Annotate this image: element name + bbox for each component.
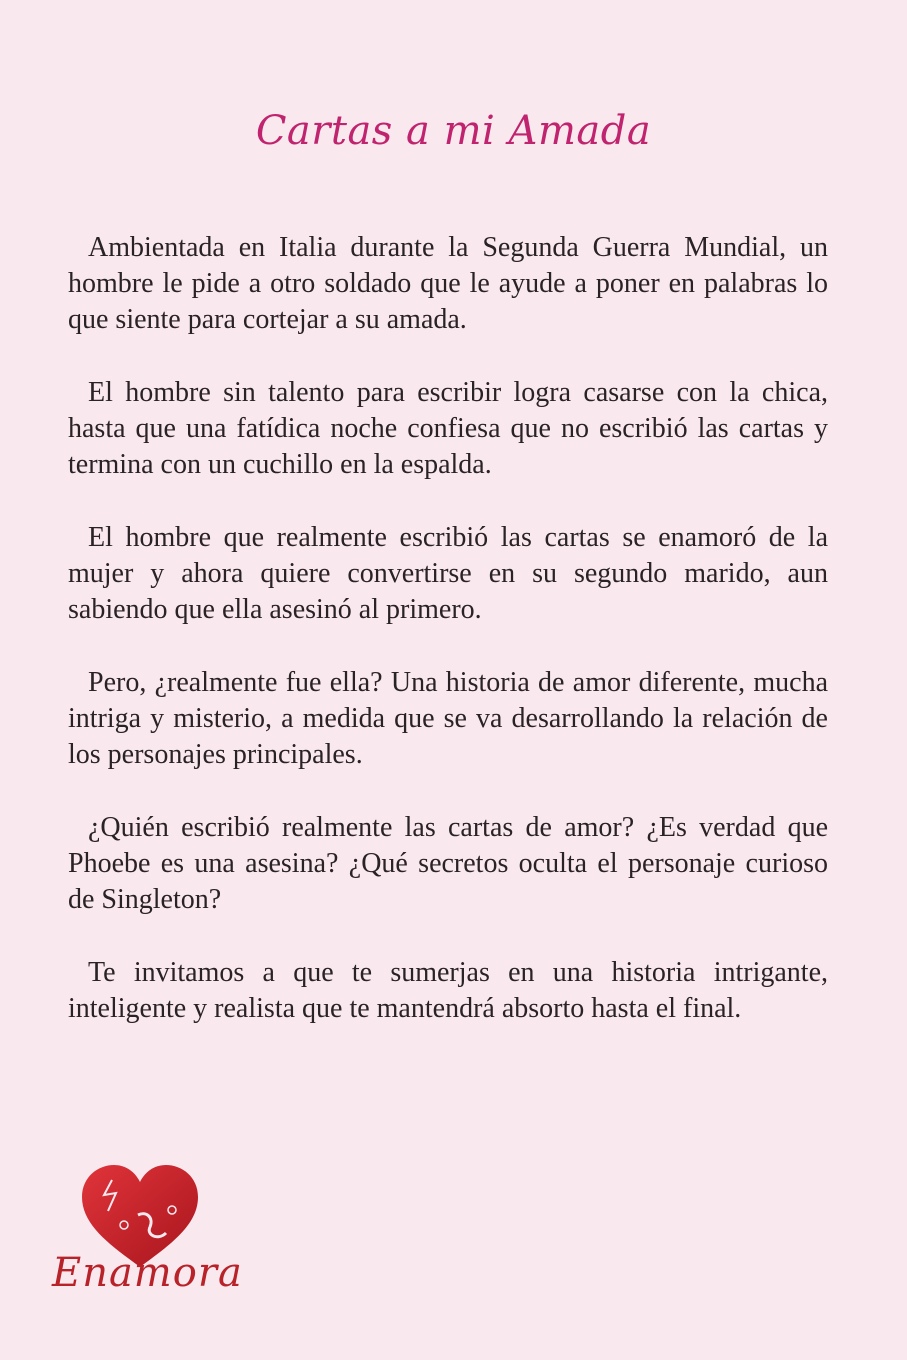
synopsis bbox=[68, 230, 828, 1064]
paragraph: ¿Quién escribió realmente las cartas de amor? ¿Es verdad que Phoebe es una asesina? ¿Qué secretos oculta el personaje curioso de Singleton? bbox=[68, 812, 828, 915]
paragraph: Te invitamos a que te sumerjas en una historia intrigante, inteligente y realista que te mantendrá absorto hasta el final. bbox=[68, 957, 828, 1024]
paragraph: Pero, ¿realmente fue ella? Una historia de amor diferente, mucha intriga y misterio, a medida que se va desarrollando la relación de los personajes principales. bbox=[68, 667, 828, 770]
paragraph: Ambientada en Italia durante la Segunda Guerra Mundial, un hombre le pide a otro soldado que le ayude a poner en palabras lo que siente para cortejar a su amada. bbox=[68, 232, 828, 335]
book-title: Cartas a mi Amada bbox=[255, 108, 652, 154]
paragraph: El hombre sin talento para escribir logra casarse con la chica, hasta que una fatídica noche confiesa que no escribió las cartas y termina con un cuchillo en la espalda. bbox=[68, 377, 828, 480]
publisher-name: Enamora bbox=[52, 1250, 243, 1296]
paragraph: El hombre que realmente escribió las cartas se enamoró de la mujer y ahora quiere convertirse en su segundo marido, aun sabiendo que ella asesinó al primero. bbox=[68, 522, 828, 625]
